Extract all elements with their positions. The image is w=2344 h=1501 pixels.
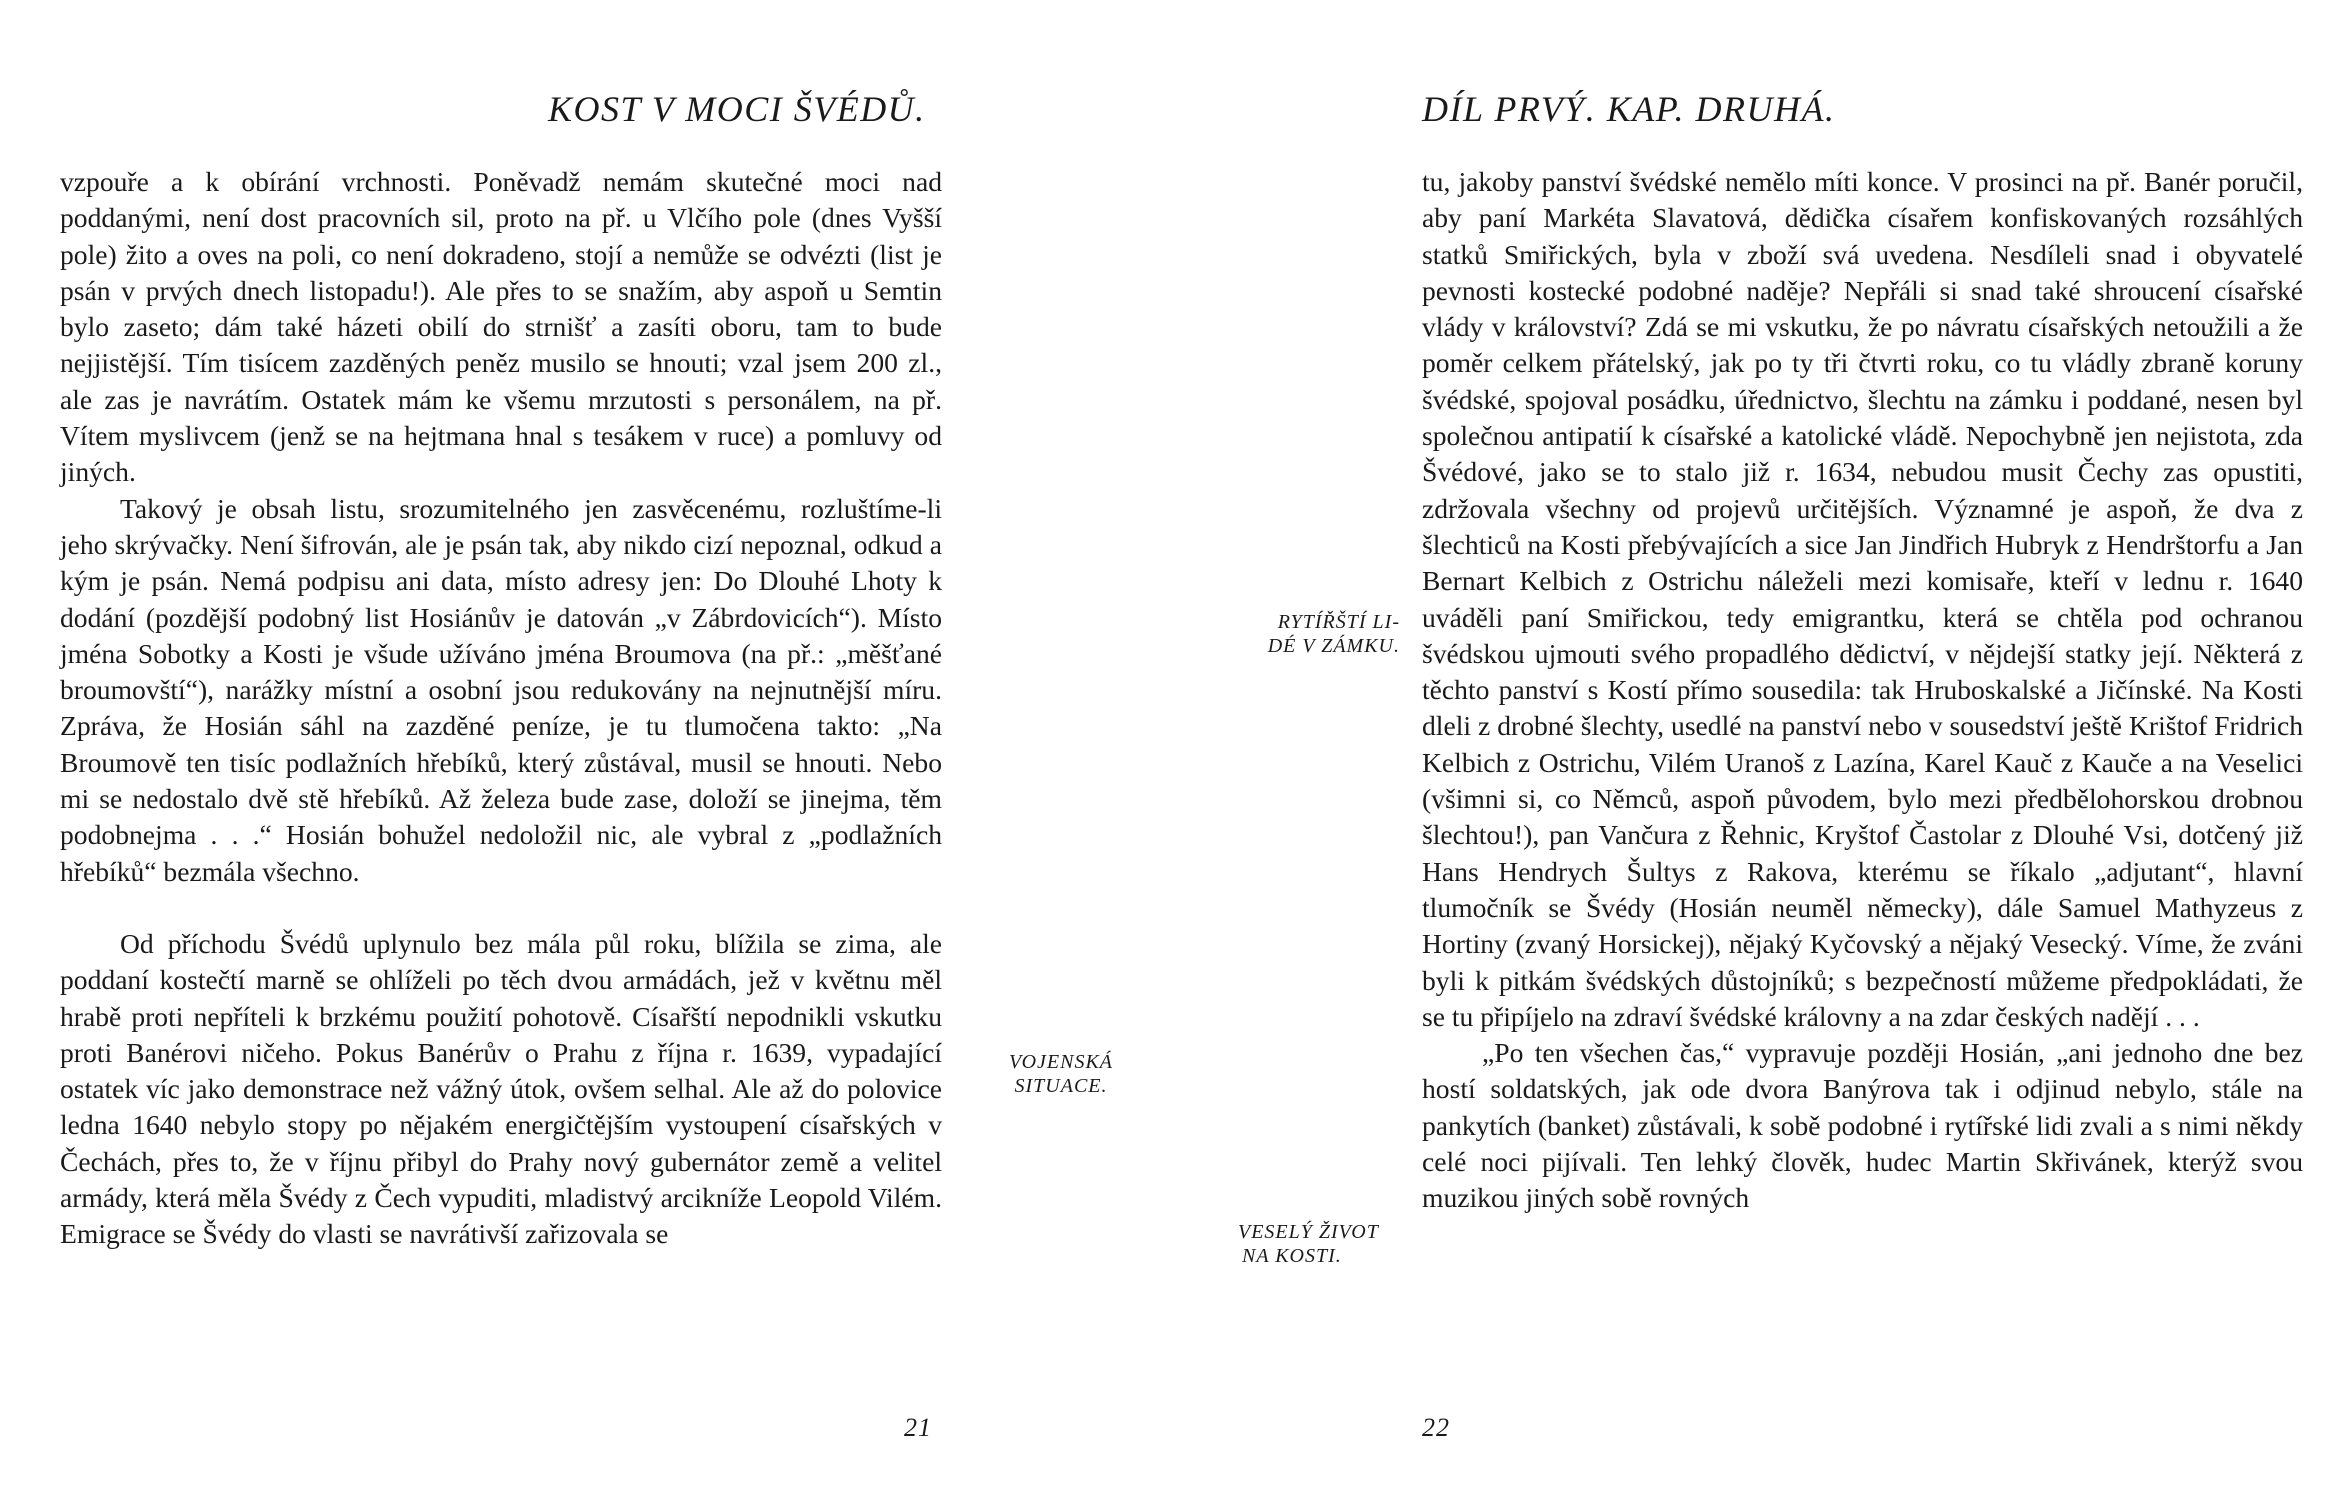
running-head-left: KOST V MOCI ŠVÉDŮ.: [548, 89, 926, 129]
section-divider: [60, 890, 942, 926]
right-page: [1172, 0, 2344, 1501]
margin-note-line: NA KOSTI.: [1242, 1245, 1342, 1267]
paragraph: tu, jakoby panství švédské nemělo míti konce. V prosinci na př. Banér poručil, aby paní Markéta Slavatová, dědička císařem konfiskovaných rozsáhlých statků Smiřických, byla v zboží svá uvedena. Nesdíleli snad i obyvatelé pevnosti kostecké podobné naděje? Nepřáli si snad také shroucení císařské vlády v království? Zdá se mi vskutku, že po návratu císařských netoužili a že poměr celkem přátelský, jak po ty tři čtvrti roku, co tu vládly zbraně koruny švédské, spojoval posádku, úřednictvo, šlechtu na zámku i poddané, nesen byl společnou antipatií k císařské a katolické vládě. Nepochybně jen nejistota, zda Švédové, jako se to stalo již r. 1634, nebudou musit Čechy zas opustiti, zdržovala všechny od projevů určitějších. Významné je aspoň, že dva z šlechticů na Kosti přebývajících a sice Jan Jindřich Hubryk z Hendrštorfu a Jan Bernart Kelbich z Ostrichu náleželi mezi komisaře, kteří v lednu r. 1640 uváděli paní Smiřickou, tedy emigrantku, která se chtěla pod ochranou švédskou ujmouti svého propadlého dědictví, v nějdejší statky její. Některá z těchto panství s Kostí přímo sousedila: tak Hruboskalské a Jičínské. Na Kosti dleli z drobné šlechty, usedlé na panství nebo v sousedství ještě Krištof Fridrich Kelbich z Ostrichu, Vilém Uranoš z Lazína, Karel Kauč z Kauče a na Veselici (všimni si, co Němců, aspoň původem, bylo mezi předbělohorskou drobnou šlechtou!), pan Vančura z Řehnic, Kryštof Častolar z Dlouhé Vsi, dotčený již Hans Hendrych Šultys z Rakova, kterému se říkalo „adjutant“, hlavní tlumočník se Švédy (Hosián neuměl německy), dále Samuel Mathyzeus z Hortiny (zvaný Horsickej), nějaký Kyčovský a nějaký Vesecký. Víme, že zváni byli k pitkám švédských důstojníků; s bezpečností můžeme předpokládati, že se tu připíjelo na zdraví švédské královny a na zdar českých nadějí . . .: [1422, 166, 2303, 1032]
margin-note-line: VESELÝ ŽIVOT: [1238, 1221, 1379, 1243]
paragraph: vzpouře a k obírání vrchnosti. Poněvadž nemám skutečné moci nad poddanými, není dost pracovních sil, proto na př. u Vlčího pole (dnes Vyšší pole) žito a oves na poli, co není dokradeno, stojí a nemůže se odvézti (list je psán v prvých dnech listopadu!). Ale přes to se snažím, aby aspoň u Semtin bylo zaseto; dám také házeti obilí do strnišť a zasíti oboru, tam to bude nejjistější. Tím tisícem zazděných peněz musilo se hnouti; vzal jsem 200 zl., ale zas je navrátím. Ostatek mám ke všemu mrzutosti s personálem, na př. Vítem myslivcem (jenž se na hejtmana hnal s tesákem v ruce) a pomluvy od jiných.: [60, 166, 942, 488]
margin-note-line: DÉ V ZÁMKU.: [1267, 635, 1400, 657]
margin-note-line: VOJENSKÁ: [1008, 1051, 1114, 1073]
left-page-body: [60, 164, 942, 1253]
running-head-right: DÍL PRVÝ. KAP. DRUHÁ.: [1422, 89, 1836, 129]
paragraph: Takový je obsah listu, srozumitelného jen zasvěcenému, rozluštíme-li jeho skrývačky. Není šifrován, ale je psán tak, aby nikdo cizí nepoznal, odkud a kým je psán. Nemá podpisu ani data, místo adresy jen: Do Dlouhé Lhoty k dodání (pozdější podobný list Hosiánův je datován „v Zábrdovicích“). Místo jména Sobotky a Kosti je všude užíváno jména Broumova (na př.: „měšťané broumovští“), narážky místní a osobní jsou redukovány na nejnutnější míru. Zpráva, že Hosián sáhl na zazděné peníze, je tu tlumočena takto: „Na Broumově ten tisíc podlažních hřebíků, který zůstával, musil se hnouti. Nebo mi se nedostalo dvě stě hřebíků. Až železa bude zase, doloží se jinejma, těm podobnejma . . .“ Hosián bohužel nedoložil nic, ale vybral z „podlažních hřebíků“ bezmála všechno.: [60, 492, 942, 887]
margin-note-vojenska-situace: [996, 1050, 1126, 1098]
margin-note-line: SITUACE.: [1014, 1075, 1108, 1097]
margin-note-line: RYTÍŘŠTÍ LI-: [1277, 611, 1400, 633]
right-page-body: [1422, 164, 2303, 1217]
paragraph: Od příchodu Švédů uplynulo bez mála půl roku, blížila se zima, ale poddaní kostečtí marně se ohlíželi po těch dvou armádách, jež v květnu měl hrabě proti nepříteli k brzkému použití pohotově. Císařští nepodnikli vskutku proti Banérovi ničeho. Pokus Banérův o Prahu z října r. 1639, vypadající ostatek víc jako demonstrace než vážný útok, ovšem selhal. Ale až do polovice ledna 1640 nebylo stopy po nějakém energičtějším vystoupení císařských v Čechách, přes to, že v říjnu přibyl do Prahy nový gubernátor země a velitel armády, která měla Švédy z Čech vypuditi, mladistvý arcikníže Leopold Vilém. Emigrace se Švédy do vlasti se navrátivší zařizovala se: [60, 927, 942, 1250]
page-number-right: 22: [1422, 1413, 1450, 1442]
paragraph: „Po ten všechen čas,“ vypravuje později Hosián, „ani jednoho dne bez hostí soldatských, jak ode dvora Banýrova tak i odjinud nebylo, stále na pankytích (banket) zůstávali, k sobě podobné i rytířské lidi zvali a s nimi někdy celé noci pijívali. Ten lehký člověk, hudec Martin Skřivánek, kterýž svou muzikou jiných sobě rovných: [1422, 1037, 2303, 1214]
page-number-left: 21: [904, 1413, 932, 1442]
